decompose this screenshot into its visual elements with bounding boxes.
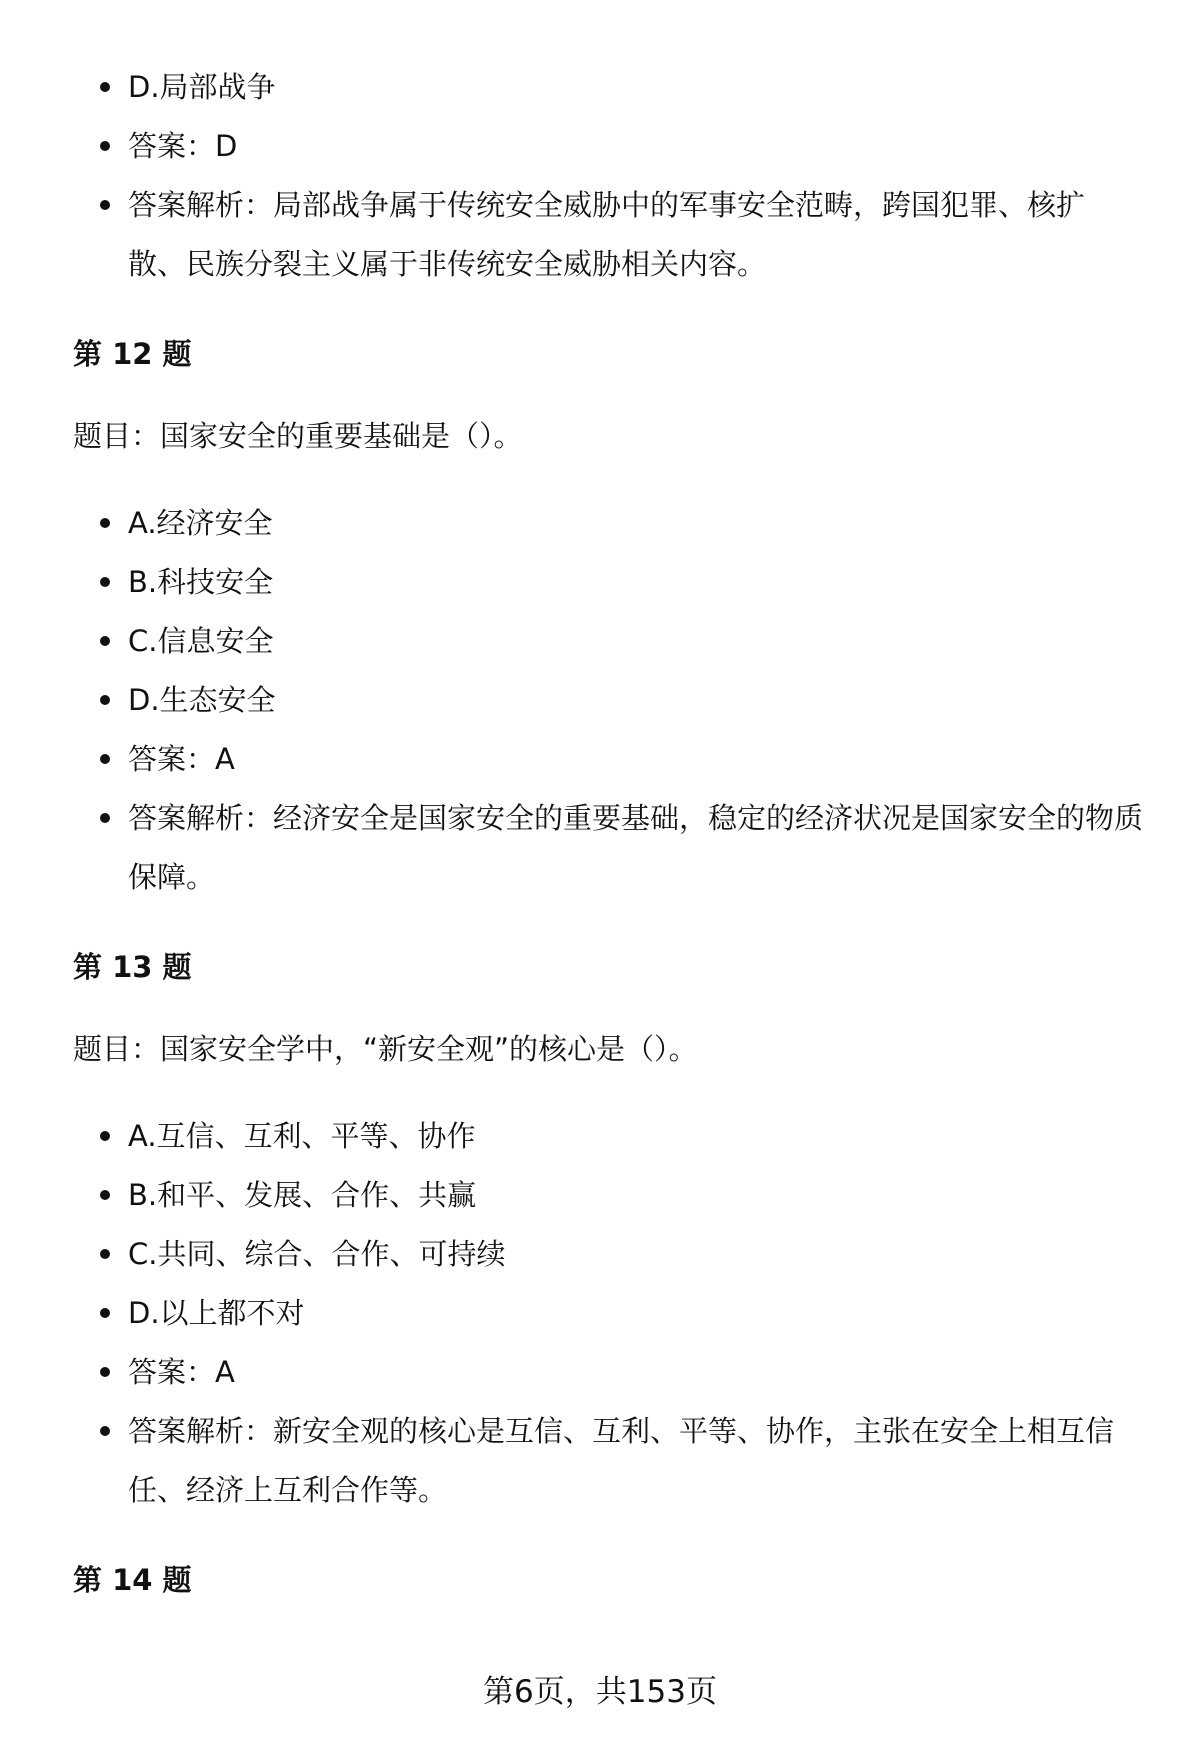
question-stem: 题目：国家安全的重要基础是（）。 — [73, 419, 523, 453]
option-item: A.互信、互利、平等、协作 — [73, 1107, 1153, 1166]
option-item: A.经济安全 — [73, 494, 1153, 553]
option-item: B.科技安全 — [73, 553, 1153, 612]
answer-item: 答案：D — [73, 117, 1153, 176]
question-options-list — [73, 1107, 1153, 1520]
page-content — [73, 58, 1153, 1600]
question-stem: 题目：国家安全学中，“新安全观”的核心是（）。 — [73, 1032, 698, 1066]
question-heading: 第 13 题 — [73, 950, 192, 984]
question-heading: 第 12 题 — [73, 337, 192, 371]
explanation-item: 答案解析：局部战争属于传统安全威胁中的军事安全范畴，跨国犯罪、核扩散、民族分裂主义属于非传统安全威胁相关内容。 — [73, 176, 1153, 294]
page-indicator: 第6页，共153页 — [483, 1674, 717, 1710]
question-block-13 — [73, 947, 1153, 1520]
question-block-14 — [73, 1560, 1153, 1600]
question-heading: 第 14 题 — [73, 1563, 192, 1597]
option-item: C.信息安全 — [73, 612, 1153, 671]
option-item: D.以上都不对 — [73, 1284, 1153, 1343]
explanation-item: 答案解析：经济安全是国家安全的重要基础，稳定的经济状况是国家安全的物质保障。 — [73, 789, 1153, 907]
option-item: C.共同、综合、合作、可持续 — [73, 1225, 1153, 1284]
explanation-item: 答案解析：新安全观的核心是互信、互利、平等、协作，主张在安全上相互信任、经济上互利合作等。 — [73, 1402, 1153, 1520]
question-block-12 — [73, 334, 1153, 907]
option-item: D.生态安全 — [73, 671, 1153, 730]
option-item: B.和平、发展、合作、共赢 — [73, 1166, 1153, 1225]
question-options-list — [73, 494, 1153, 907]
answer-item: 答案：A — [73, 1343, 1153, 1402]
prev-question-list — [73, 58, 1153, 294]
answer-item: 答案：A — [73, 730, 1153, 789]
option-item: D.局部战争 — [73, 58, 1153, 117]
